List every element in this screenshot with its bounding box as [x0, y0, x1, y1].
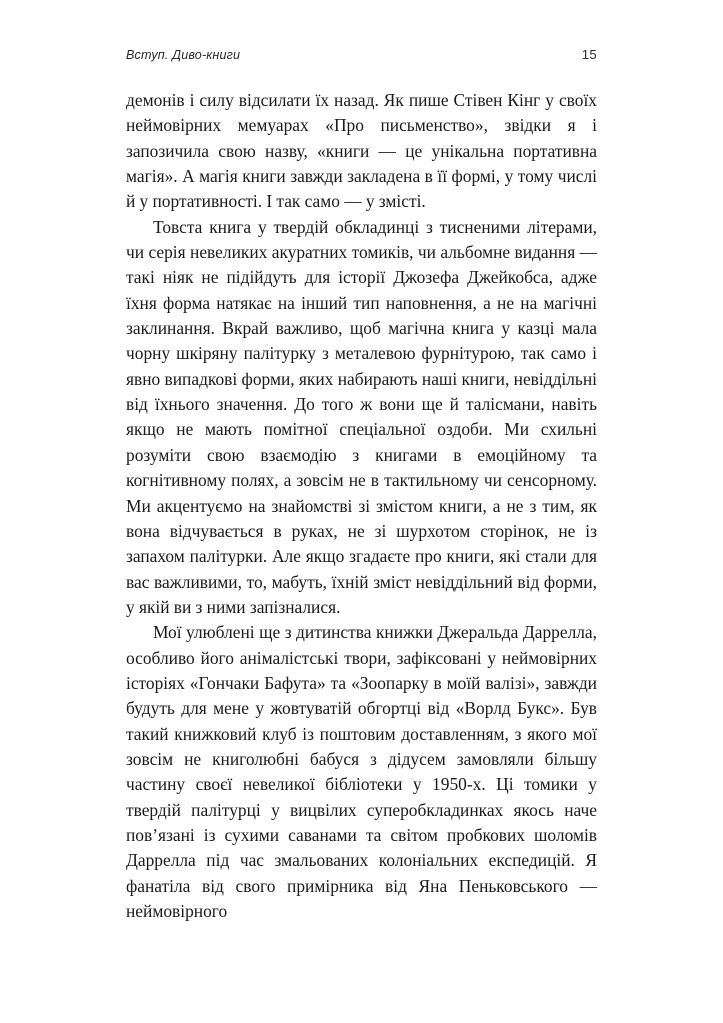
body-text-block: [126, 88, 597, 924]
paragraph-3: Мої улюблені ще з дитинства книжки Джеральда Даррелла, особливо його анімалістські твори, зафіксовані у неймовірних історіях «Гончаки Бафута» та «Зоопарку в моїй валізі», завжди будуть для мене у жовтуватій обгортці від «Ворлд Букс». Був такий книжковий клуб із поштовим доставленням, з якого мої зовсім не книголюбні бабуся з дідусем замовляли більшу частину своєї невеликої бібліотеки у 1950-х. Ці томики у твердій палітурці у вицвілих суперобкладинках якось наче пов’язані із сухими саванами та світом пробкових шоломів Даррелла під час змальованих колоніальних експедицій. Я фанатіла від свого примірника від Яна Пеньковського — неймовірного: [126, 622, 597, 921]
paragraph-1: демонів і силу відсилати їх назад. Як пише Стівен Кінг у своїх неймовірних мемуарах «Про письменство», звідки я і запозичила свою назву, «книги — це унікальна портативна магія». А магія книги завжди закладена в її формі, у тому числі й у портативності. І так само — у змісті.: [126, 90, 597, 212]
page-number: 15: [581, 47, 597, 62]
paragraph-2: Товста книга у твердій обкладинці з тисненими літерами, чи серія невеликих акуратних томиків, чи альбомне видання — такі ніяк не підійдуть для історії Джозефа Джейкобса, адже їхня форма натякає на інший тип наповнення, а не на магічні заклинання. Вкрай важливо, щоб магічна книга у казці мала чорну шкіряну палітурку з металевою фурнітурою, так само і явно випадкові форми, яких набирають наші книги, невіддільні від їхнього значення. До того ж вони ще й талісмани, навіть якщо не мають помітної спеціальної оздоби. Ми схильні розуміти свою взаємодію з книгами в емоційному та когнітивному полях, а зовсім не в тактильному чи сенсорному. Ми акцентуємо на знайомстві зі змістом книги, а не з тим, як вона відчувається в руках, не зі шурхотом сторінок, не із запахом палітурки. Але якщо згадаєте про книги, які стали для вас важливими, то, мабуть, їхній зміст невіддільний від форми, у якій ви з ними запізналися.: [126, 216, 597, 617]
running-head: [126, 47, 597, 67]
running-head-title: Вступ. Диво-книги: [126, 48, 241, 62]
